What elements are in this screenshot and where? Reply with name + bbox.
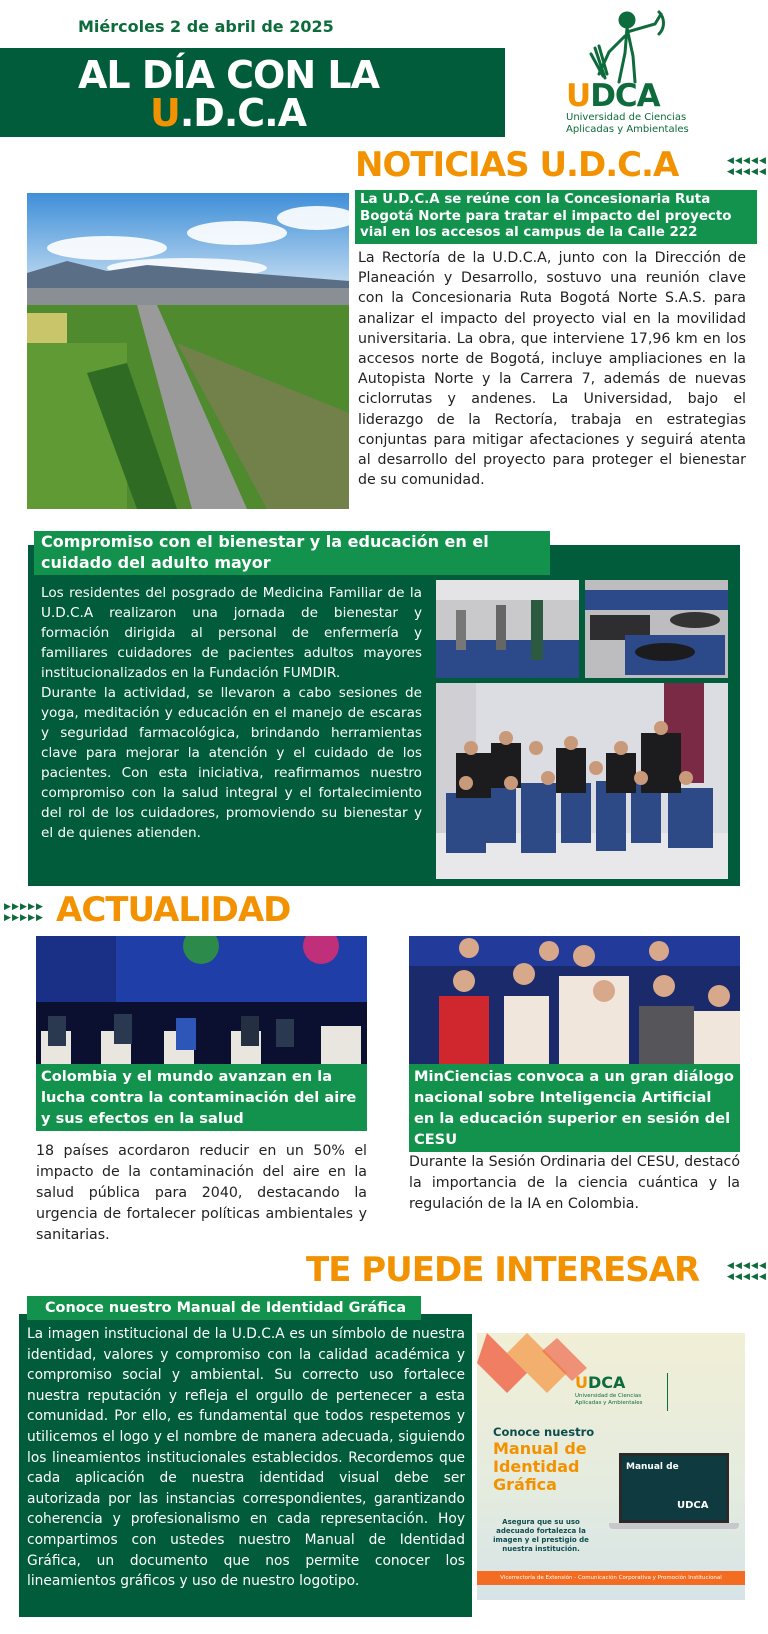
article2-paragraph-1: Los residentes del posgrado de Medicina Familiar de la U.D.C.A realizaron una jornada de bienestar y formación dirigida al personal de enfermería y familiares cuidadores de pacientes adultos mayores institucionalizados en la Fundación FUMDIR. (41, 585, 422, 681)
udca-statue-logo-icon (575, 8, 675, 84)
manual-card-title: Conoce nuestro Manual de Identidad Gráfica (27, 1296, 421, 1320)
article2-paragraph-2: Durante la actividad, se llevaron a cabo sesiones de yoga, meditación y educación en el manejo de escaras y seguridad farmacológica, brindando herramientas clave para mejorar la atención y el cuidado de los pacientes. Con esta iniciativa, reafirmamos nuestro compromiso con la salud integral y el fortalecimiento del rol de los cuidadores, promoviendo su bienestar y el de quienes atienden. (41, 685, 422, 841)
poster-logo (575, 1373, 625, 1392)
manual-poster[interactable] (477, 1333, 745, 1600)
udca-logo-wordmark (566, 78, 660, 114)
article2-title: Compromiso con el bienestar y la educación en el cuidado del adulto mayor (34, 531, 550, 575)
poster-divider (667, 1373, 668, 1411)
logo-sub-line2: Aplicadas y Ambientales (566, 124, 689, 135)
article2-body (41, 583, 422, 843)
laptop-logo: UDCA (677, 1500, 709, 1511)
hero-title-rest: .D.C.A (179, 91, 307, 135)
arrows-left-icon-2: ◀ ◀ ◀ ◀ ◀ ◀ ◀ ◀ ◀ ◀ (727, 1261, 766, 1282)
group-photo (436, 683, 728, 879)
card1-body: 18 países acordaron reducir en un 50% el impacto de la contaminación del aire en la salud pública para 2040, destacando la urgencia de fortalecer políticas ambientales y sanitarias. (36, 1143, 367, 1243)
poster-heading-4: Gráfica (493, 1475, 557, 1494)
issue-date: Miércoles 2 de abril de 2025 (78, 17, 334, 36)
udca-logo-subtitle (566, 112, 689, 136)
laptop-screen (619, 1453, 729, 1523)
manual-card-body: La imagen institucional de la U.D.C.A es un símbolo de nuestra identidad, valores y compromiso con la calidad académica y compromiso social y ambiental. Su correcto uso fortalece nuestra reputación y refleja el orgullo de pertenecer a esta comunidad. Por ello, es fundamental que todos respetemos y utilicemos el logo y el nombre de manera adecuada, siguiendo los lineamientos institucionales establecidos. Recordemos que cada aplicación de nuestra identidad visual debe ser autorizada por las instancias correspondientes, garantizando coherencia y profesionalismo en cada representación. Hoy compartimos con ustedes nuestro Manual de Identidad Gráfica, un documento que nos permite conocer los lineamientos gráficos y uso de nuestro logotipo. (27, 1326, 465, 1590)
hero-title-line1: AL DÍA CON LA (78, 53, 380, 97)
article1-body: La Rectoría de la U.D.C.A, junto con la Dirección de Planeación y Desarrollo, sostuvo una reunión clave con la Concesionaria Ruta Bogotá Norte S.A.S. para analizar el impacto del proyecto vial en la movilidad universitaria. La obra, que interviene 17,96 km en los accesos norte de Bogotá, incluye ampliaciones en la Autopista Norte y la Carrera 7, además de nuevas ciclorrutas y andenes. La Universidad, bajo el liderazgo de la Rectoría, trabaja en estrategias conjuntas para mitigar afectaciones y seguirá atenta al desarrollo del proyecto para proteger el bienestar de su comunidad. (358, 250, 746, 489)
arrows-right-icon: ▶ ▶ ▶ ▶ ▶ ▶ ▶ ▶ ▶ ▶ (4, 902, 43, 923)
yoga-photo-1 (436, 580, 579, 678)
poster-tagline: Asegura que su uso adecuado fortalezca la imagen y el prestigio de nuestra institución. (493, 1518, 589, 1553)
highway-aerial-photo (27, 193, 349, 509)
minciencias-group-photo (409, 936, 740, 1064)
laptop-base (609, 1523, 739, 1529)
hero-title-u: U (150, 91, 180, 135)
card2-body: Durante la Sesión Ordinaria del CESU, destacó la importancia de la ciencia cuántica y la regulación de la IA en Colombia. (409, 1154, 740, 1212)
poster-logo-u: U (575, 1373, 588, 1392)
poster-logo-sub: Universidad de Ciencias Aplicadas y Ambientales (575, 1393, 643, 1406)
poster-heading-2: Manual de (493, 1439, 587, 1458)
card2-title: MinCiencias convoca a un gran diálogo nacional sobre Inteligencia Artificial en la educación superior en sesión del CESU (409, 1064, 740, 1152)
logo-u: U (566, 78, 591, 114)
logo-sub-line1: Universidad de Ciencias (566, 112, 687, 123)
hero-title-line2 (150, 93, 306, 133)
card1-title: Colombia y el mundo avanzan en la lucha contra la contaminación del aire y sus efectos en la salud (36, 1064, 367, 1131)
poster-heading (493, 1440, 587, 1494)
section-title-actualidad: ACTUALIDAD (56, 890, 291, 930)
panel-conference-photo (36, 936, 367, 1064)
poster-logo-rest: DCA (588, 1373, 626, 1392)
logo-rest: DCA (590, 78, 660, 114)
arrows-left-icon: ◀ ◀ ◀ ◀ ◀ ◀ ◀ ◀ ◀ ◀ (727, 156, 766, 177)
poster-heading-1: Conoce nuestro (493, 1425, 595, 1439)
article1-title: La U.D.C.A se reúne con la Concesionaria Ruta Bogotá Norte para tratar el impacto del proyecto vial en los accesos al campus de la Calle 222 (355, 190, 757, 244)
section-title-interesar: TE PUEDE INTERESAR (306, 1250, 700, 1290)
yoga-photo-2 (585, 580, 728, 678)
section-title-noticias: NOTICIAS U.D.C.A (355, 145, 679, 185)
poster-footer: Vicerrectoría de Extensión - Comunicación Corporativa y Promoción Institucional (477, 1571, 745, 1585)
laptop-manual-text: Manual de (626, 1462, 679, 1472)
poster-heading-3: Identidad (493, 1457, 580, 1476)
